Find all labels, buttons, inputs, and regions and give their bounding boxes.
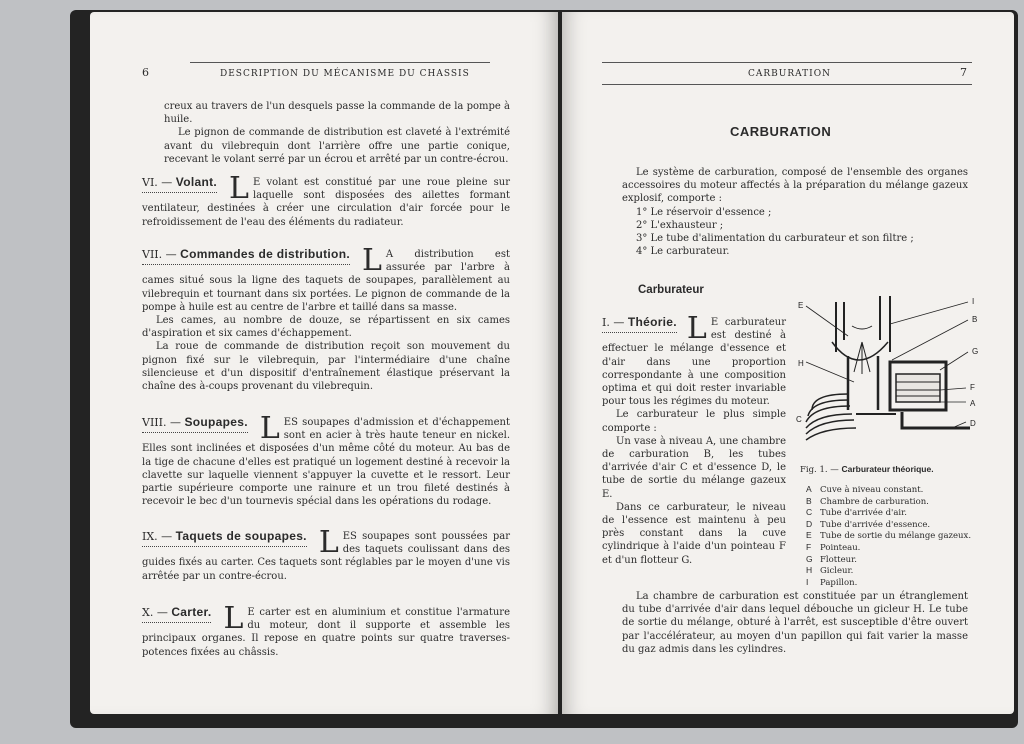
legend-key: G xyxy=(806,553,813,564)
legend-item xyxy=(806,542,1006,554)
section-heading xyxy=(602,316,677,333)
legend-text: Tube de sortie du mélange gazeux. xyxy=(820,531,972,542)
subsection-title: Carburateur xyxy=(638,284,704,296)
legend-key: E xyxy=(806,530,812,541)
chapter-title: CARBURATION xyxy=(730,124,832,139)
figure-label: D xyxy=(970,419,976,428)
drop-cap: L xyxy=(318,525,339,560)
legend-key: A xyxy=(806,484,812,494)
theory-text xyxy=(602,311,786,567)
running-head: CARBURATION xyxy=(748,69,831,79)
list-item: 1° Le réservoir d'essence ; xyxy=(636,206,772,218)
figure-label: C xyxy=(796,415,802,424)
figure-label: E xyxy=(798,301,804,310)
section-title: Taquets de soupapes. xyxy=(175,529,307,543)
legend-key: C xyxy=(806,507,813,518)
legend-text: Pointeau. xyxy=(820,542,861,553)
section-soupapes xyxy=(142,411,510,508)
section-body: E carter est en aluminium et constitue l'armature du moteur, dont il supporte et assemble les principaux organes. Il repose en quatre points sur quatre traverses-potences fixées au châssis. xyxy=(142,607,510,658)
legend-item xyxy=(806,565,1006,577)
legend-key: F xyxy=(806,541,812,552)
left-page xyxy=(90,12,558,714)
section-number: I. — xyxy=(602,316,625,329)
legend-item xyxy=(806,484,1006,496)
legend-item xyxy=(806,507,1006,519)
section-number: IX. — xyxy=(142,530,173,543)
legend-text: Chambre de carburation. xyxy=(820,496,929,507)
list-item: 2° L'exhausteur ; xyxy=(636,219,724,231)
section-body: ES soupapes d'admission et d'échappement sont en acier à très haute teneur en nickel. Elles sont inclinées et disposées d'un même côté du moteur. Au bas de la tige de chacune d'elles est pratiqué un logement destiné à recevoir la clavette sur laquelle viennent s'appuyer la cuvette et le ressort. Leur partie supérieure comporte une rainure et un trou fileté destinés à recevoir le bec d'un tournevis spécial dans les opérations du rodage. xyxy=(142,417,510,508)
intro-text xyxy=(622,166,968,258)
figure-caption xyxy=(800,464,934,475)
list-item: 4° Le carburateur. xyxy=(636,246,730,258)
figure-title: Carburateur théorique. xyxy=(841,464,934,474)
section-title: Carter. xyxy=(171,605,212,619)
carburetor-diagram xyxy=(792,282,982,468)
legend-text: Tube d'arrivée d'air. xyxy=(820,508,907,519)
list-item: 3° Le tube d'alimentation du carburateur et son filtre ; xyxy=(636,233,914,245)
figure-label: H xyxy=(798,359,804,368)
legend-item xyxy=(806,530,1006,542)
section-carter xyxy=(142,601,510,659)
section-body: E carburateur est destiné à effectuer le mélange d'essence et d'air dans une proportion correspondante à une composition optima et qui doit rester invariable pour tous les régimes du moteur. xyxy=(602,317,786,408)
figure-label: A xyxy=(970,399,976,408)
figure-label: G xyxy=(972,347,979,356)
section-commandes xyxy=(142,243,510,393)
section-para: Le carburateur le plus simple comporte : xyxy=(602,409,786,434)
section-heading xyxy=(142,416,248,433)
page-number: 7 xyxy=(960,66,967,79)
section-number: VII. — xyxy=(142,248,177,261)
section-taquets xyxy=(142,525,510,583)
section-title: Commandes de distribution. xyxy=(180,247,350,261)
section-title: Soupapes. xyxy=(184,415,248,429)
figure-label: I xyxy=(972,297,975,306)
section-title: Théorie. xyxy=(627,315,677,329)
legend-key: H xyxy=(806,565,813,576)
section-title: Volant. xyxy=(175,175,218,189)
figure-label: F xyxy=(970,383,975,392)
figure-label: B xyxy=(972,315,978,324)
figure-number: Fig. 1. — xyxy=(800,465,839,475)
section-para: Un vase à niveau A, une chambre de carburation B, les tubes d'arrivée d'air C et d'essence D, le tube de sortie du mélange gazeux E. xyxy=(602,435,786,500)
section-volant xyxy=(142,171,510,229)
intro-text xyxy=(164,100,510,166)
section-body: A distribution est assurée par l'arbre à cames situé sous la ligne des taquets de soupapes, parallèlement au vilebrequin et tournant dans six portées. Le pignon de commande de la pompe à huile est au centre de l'arbre et taillé dans sa masse. xyxy=(142,249,510,313)
section-body: E volant est constitué par une roue pleine sur laquelle sont disposées des ailettes formant ventilateur, destinées à créer une circulation d'air forcée pour le refroidissement de l'eau des éléments du radiateur. xyxy=(142,177,510,228)
legend-key: I xyxy=(806,576,809,587)
closing-para: La chambre de carburation est constituée par un étranglement du tube d'arrivée d'air dans lequel débouche un gicleur H. Le tube de sortie du mélange, obturé à l'arrêt, est susceptible d'être ouvert par l'accélérateur, au moyen d'un papillon qui fait varier la masse du gaz admis dans les cylindres. xyxy=(622,591,968,655)
figure-legend xyxy=(806,484,1006,588)
drop-cap: L xyxy=(229,171,249,206)
section-para: La roue de commande de distribution reçoit son mouvement du pignon fixé sur le vilebrequin, par l'intermédiaire d'une chaîne silencieuse et d'un dispositif d'entraînement élastique préservant la chaîne des à-coups provenant du vilebrequin. xyxy=(142,341,510,393)
section-heading xyxy=(142,248,350,265)
section-heading xyxy=(142,606,211,623)
drop-cap: L xyxy=(686,311,707,346)
page-number: 6 xyxy=(142,66,149,79)
running-head: DESCRIPTION DU MÉCANISME DU CHASSIS xyxy=(220,69,470,79)
intro-para: creux au travers de l'un desquels passe la commande de la pompe à huile. xyxy=(164,101,510,126)
legend-text: Papillon. xyxy=(820,577,858,588)
legend-text: Flotteur. xyxy=(820,554,857,565)
legend-text: Tube d'arrivée d'essence. xyxy=(820,519,931,530)
header-rule xyxy=(190,62,490,63)
header-rule xyxy=(602,84,972,85)
right-page xyxy=(562,12,1014,714)
section-body: ES soupapes sont poussées par des taquets coulissant dans des guides fixés au carter. Ces taquets sont réglables par le moyen d'une vis arrêtée par un contre-écrou. xyxy=(142,531,510,582)
legend-text: Cuve à niveau constant. xyxy=(820,485,924,495)
legend-item xyxy=(806,554,1006,566)
intro-para: Le système de carburation, composé de l'ensemble des organes accessoires du moteur affectés à la préparation du mélange gazeux explosif, comporte : xyxy=(622,167,968,205)
intro-para: Le pignon de commande de distribution est claveté à l'extrémité avant du vilebrequin dont l'arrière offre une partie conique, recevant le volant serré par un écrou et arrêté par un contre-écrou. xyxy=(164,127,510,165)
section-number: VIII. — xyxy=(142,416,181,429)
section-heading xyxy=(142,176,217,193)
section-para: Dans ce carburateur, le niveau de l'essence est maintenu à peu près constant dans la cuve cylindrique à l'aide d'un pointeau F et d'un flotteur G. xyxy=(602,501,786,566)
legend-item xyxy=(806,577,1006,589)
section-heading xyxy=(142,530,307,547)
closing-text xyxy=(622,590,968,656)
legend-item xyxy=(806,496,1006,508)
drop-cap: L xyxy=(223,601,244,636)
section-para: Les cames, au nombre de douze, se répartissent en six cames d'aspiration et six cames d'échappement. xyxy=(142,315,510,340)
legend-key: B xyxy=(806,495,812,506)
legend-key: D xyxy=(806,518,813,529)
drop-cap: L xyxy=(361,243,382,278)
legend-item xyxy=(806,519,1006,531)
section-number: VI. — xyxy=(142,176,173,189)
legend-text: Gicleur. xyxy=(820,566,854,577)
header-rule xyxy=(602,62,972,63)
section-number: X. — xyxy=(142,606,168,619)
drop-cap: L xyxy=(259,411,280,446)
